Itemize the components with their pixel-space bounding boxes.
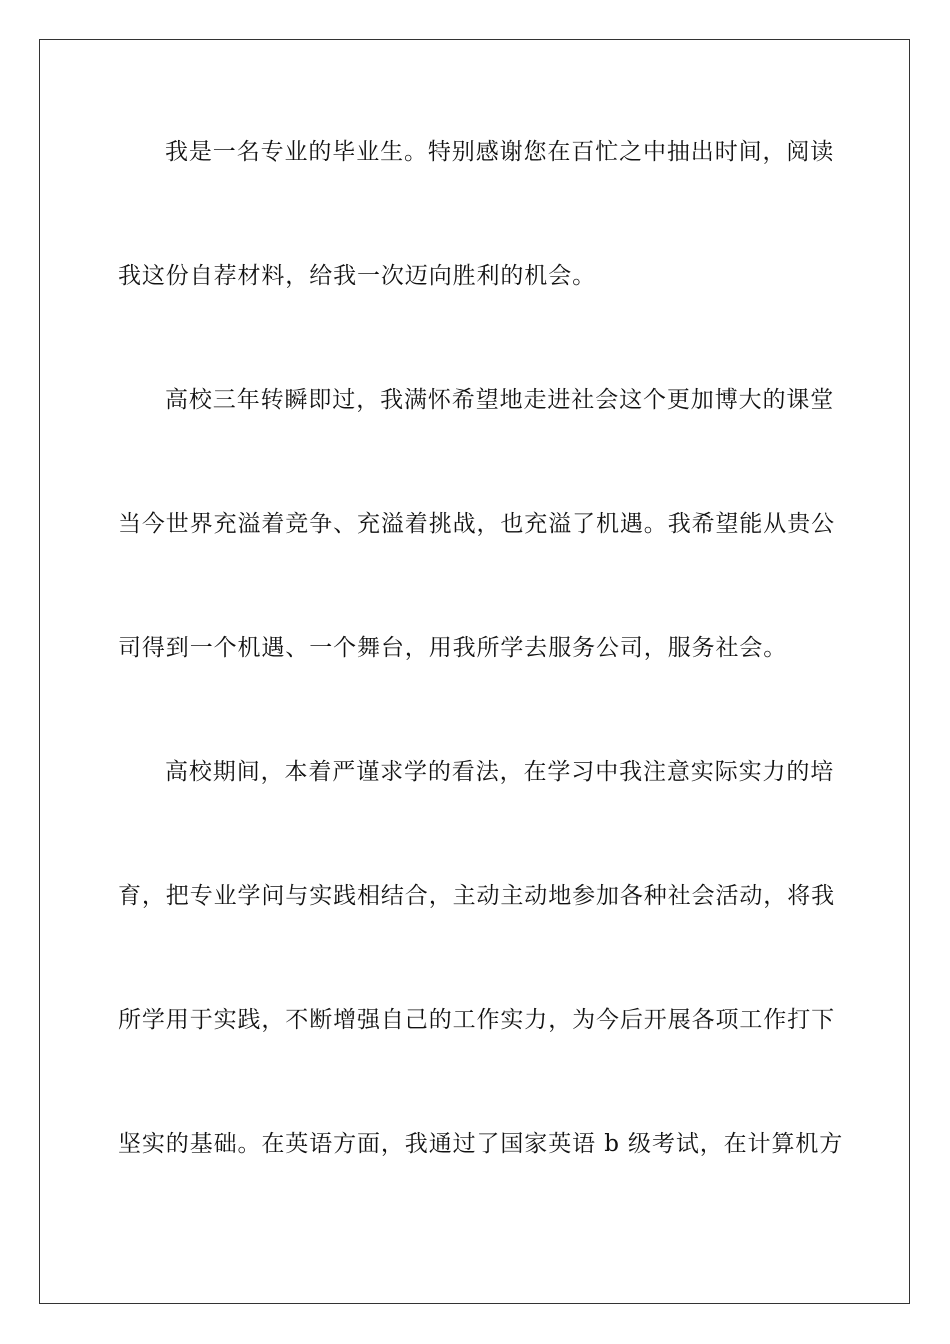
paragraph-2-line-1: 高校三年转瞬即过，我满怀希望地走进社会这个更加博大的课堂 <box>165 387 835 413</box>
paragraph-3-line-1: 高校期间，本着严谨求学的看法，在学习中我注意实际实力的培 <box>165 759 835 785</box>
page-border <box>39 39 910 1304</box>
paragraph-1-line-1: 我是一名专业的毕业生。特别感谢您在百忙之中抽出时间，阅读 <box>165 139 835 165</box>
paragraph-3-line-4: 坚实的基础。在英语方面，我通过了国家英语 b 级考试，在计算机方 <box>118 1131 844 1157</box>
paragraph-1-line-2: 我这份自荐材料，给我一次迈向胜利的机会。 <box>118 263 596 289</box>
paragraph-2-line-2: 当今世界充溢着竞争、充溢着挑战，也充溢了机遇。我希望能从贵公 <box>118 511 835 537</box>
paragraph-3-line-2: 育，把专业学问与实践相结合，主动主动地参加各种社会活动，将我 <box>118 883 835 909</box>
paragraph-2-line-3: 司得到一个机遇、一个舞台，用我所学去服务公司，服务社会。 <box>118 635 788 661</box>
paragraph-3-line-3: 所学用于实践，不断增强自己的工作实力，为今后开展各项工作打下 <box>118 1007 835 1033</box>
